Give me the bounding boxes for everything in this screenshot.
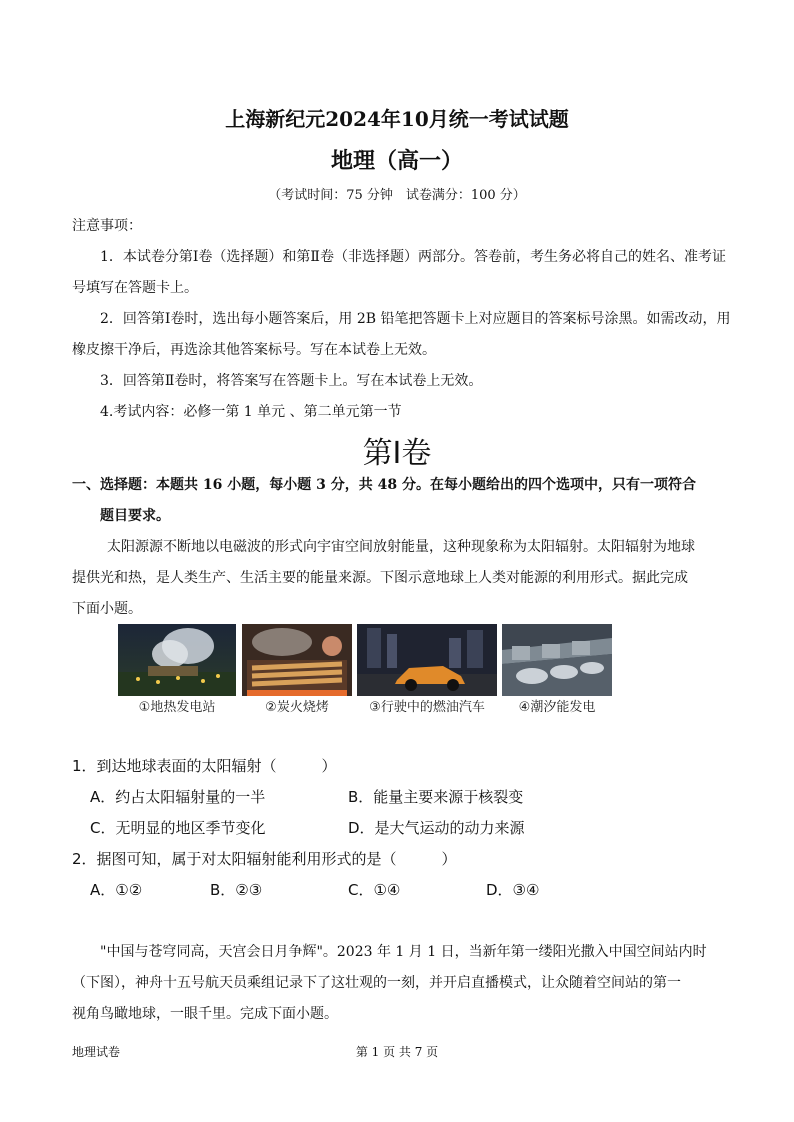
question-1-option-c: C．无明显的地区季节变化	[90, 819, 266, 837]
passage-1-line-2: 提供光和热，是人类生产、生活主要的能量来源。下图示意地球上人类对能源的利用形式。据此完成	[72, 570, 688, 586]
passage-2-line-2: （下图），神舟十五号航天员乘组记录下了这壮观的一刻，并开启直播模式，让众随着空间站的第一	[72, 975, 681, 991]
question-1-option-b: B．能量主要来源于核裂变	[348, 788, 524, 806]
exam-title: 上海新纪元2024年10月统一考试试题	[225, 107, 569, 131]
exam-info: （考试时间：75 分钟 试卷满分：100 分）	[268, 188, 526, 203]
question-1-option-a: A．约占太阳辐射量的一半	[90, 788, 266, 806]
photo-caption-1: ①地热发电站	[138, 700, 216, 715]
photo-caption-4: ④潮汐能发电	[518, 700, 596, 715]
passage-2-line-3: 视角鸟瞰地球，一眼千里。完成下面小题。	[72, 1006, 338, 1022]
note-item-2-cont: 橡皮擦干净后，再选涂其他答案标号。写在本试卷上无效。	[72, 342, 436, 358]
photo-caption-2: ②炭火烧烤	[265, 700, 329, 715]
question-2-option-b: B．②③	[210, 881, 263, 899]
question-2-option-c: C．①④	[348, 881, 401, 899]
question-2-stem: 2．据图可知，属于对太阳辐射能利用形式的是（ ）	[72, 850, 457, 868]
passage-2-line-1: "中国与苍穹同高，天宫会日月争辉"。2023 年 1 月 1 日，当新年第一缕阳光撒入中国空间站内时	[100, 944, 707, 960]
section-heading: 一、选择题：本题共 16 小题，每小题 3 分，共 48 分。在每小题给出的四个选项中，只有一项符合	[72, 477, 696, 493]
passage-1-line-3: 下面小题。	[72, 601, 142, 617]
notes-heading: 注意事项：	[72, 218, 142, 234]
question-2-option-d: D．③④	[486, 881, 540, 899]
passage-1-line-1: 太阳源源不断地以电磁波的形式向宇宙空间放射能量，这种现象称为太阳辐射。太阳辐射为地球	[107, 539, 695, 555]
fuel-car-photo	[357, 624, 497, 696]
note-item-1: 1．本试卷分第Ⅰ卷（选择题）和第Ⅱ卷（非选择题）两部分。答卷前，考生务必将自己的姓名、准考证	[100, 249, 726, 265]
note-item-2: 2．回答第Ⅰ卷时，选出每小题答案后，用 2B 铅笔把答题卡上对应题目的答案标号涂黑。如需改动，用	[100, 311, 731, 327]
footer-subject: 地理试卷	[72, 1045, 121, 1059]
section-heading-cont: 题目要求。	[100, 508, 170, 524]
volume-title: 第Ⅰ卷	[362, 436, 432, 471]
note-item-3: 3．回答第Ⅱ卷时，将答案写在答题卡上。写在本试卷上无效。	[100, 373, 483, 389]
question-1-stem: 1．到达地球表面的太阳辐射（ ）	[72, 757, 337, 775]
question-2-option-a: A．①②	[90, 881, 143, 899]
photo-caption-3: ③行驶中的燃油汽车	[369, 700, 485, 715]
note-item-4: 4.考试内容：必修一第 1 单元 、第二单元第一节	[100, 404, 402, 420]
subject-title: 地理（高一）	[330, 148, 463, 174]
question-1-option-d: D．是大气运动的动力来源	[348, 819, 525, 837]
geothermal-plant-photo	[118, 624, 236, 696]
footer-page-number: 第 1 页 共 7 页	[355, 1045, 439, 1059]
energy-photos	[118, 624, 612, 720]
tidal-power-photo	[502, 624, 612, 696]
note-item-1-cont: 号填写在答题卡上。	[72, 280, 198, 296]
charcoal-grill-photo	[242, 624, 352, 696]
